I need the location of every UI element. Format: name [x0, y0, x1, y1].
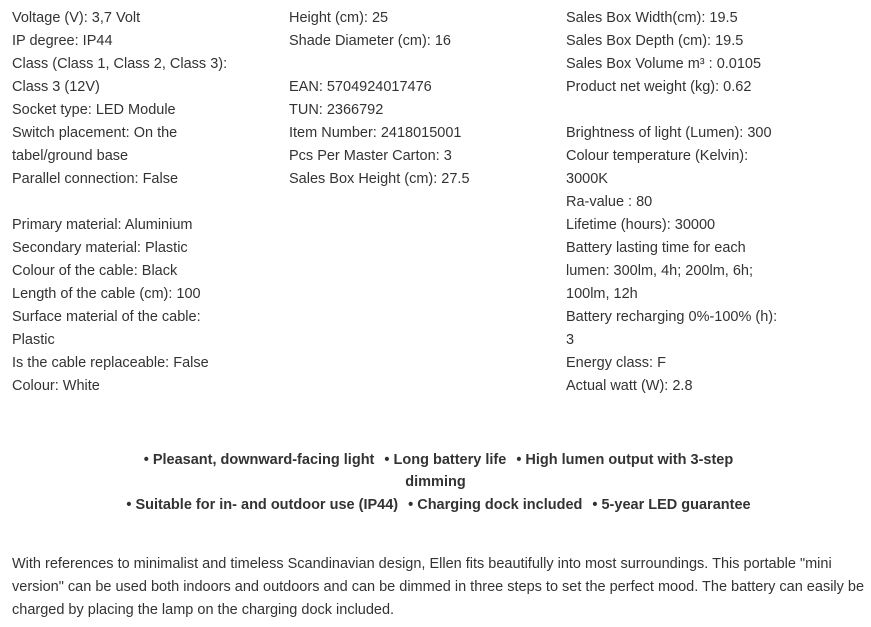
spec-column-electrical-material	[12, 7, 274, 398]
spec-battery-lasting-time-cont: lumen: 300lm, 4h; 200lm, 6h;	[566, 263, 753, 279]
spec-cable-replaceable: Is the cable replaceable: False	[12, 355, 209, 371]
spec-energy-class: Energy class: F	[566, 355, 666, 371]
spec-lifetime: Lifetime (hours): 30000	[566, 217, 716, 233]
feature-led-guarantee: 5-year LED guarantee	[601, 497, 751, 513]
spec-class-label: Class (Class 1, Class 2, Class 3):	[12, 56, 228, 72]
spec-parallel-connection: Parallel connection: False	[12, 171, 179, 187]
spec-voltage: Voltage (V): 3,7 Volt	[12, 10, 141, 26]
spec-column-dimensions-identifiers	[289, 7, 551, 191]
spec-column-packaging-light	[566, 7, 866, 398]
feature-charging-dock: Charging dock included	[417, 497, 583, 513]
spec-primary-material: Primary material: Aluminium	[12, 217, 193, 233]
spec-actual-watt: Actual watt (W): 2.8	[566, 378, 693, 394]
feature-indoor-outdoor: Suitable for in- and outdoor use (IP44)	[135, 497, 399, 513]
spec-secondary-material: Secondary material: Plastic	[12, 240, 188, 256]
feature-row	[0, 494, 871, 516]
spec-ra-value: Ra-value : 80	[566, 194, 653, 210]
spec-battery-recharging-value: 3	[566, 332, 575, 348]
spacer	[289, 53, 551, 76]
spec-socket-type: Socket type: LED Module	[12, 102, 176, 118]
spec-shade-diameter: Shade Diameter (cm): 16	[289, 33, 451, 49]
spec-sales-box-volume: Sales Box Volume m³ : 0.0105	[566, 56, 762, 72]
spec-cable-surface-material-cont: Plastic	[12, 332, 55, 348]
feature-battery-life: Long battery life	[393, 452, 507, 468]
feature-list-row-1	[0, 449, 871, 493]
spec-ip-degree: IP degree: IP44	[12, 33, 113, 49]
spec-ean: EAN: 5704924017476	[289, 79, 432, 95]
spec-tun: TUN: 2366792	[289, 102, 384, 118]
spec-sales-box-width: Sales Box Width(cm): 19.5	[566, 10, 738, 26]
spec-net-weight: Product net weight (kg): 0.62	[566, 79, 752, 95]
spec-cable-colour: Colour of the cable: Black	[12, 263, 178, 279]
bullet-icon: •	[126, 497, 132, 513]
spec-sales-box-depth: Sales Box Depth (cm): 19.5	[566, 33, 744, 49]
feature-lumen-output-cont: dimming	[405, 474, 466, 490]
spec-brightness: Brightness of light (Lumen): 300	[566, 125, 772, 141]
feature-downward-light: Pleasant, downward-facing light	[152, 452, 375, 468]
spec-height: Height (cm): 25	[289, 10, 389, 26]
bullet-icon: •	[384, 452, 390, 468]
spec-colour: Colour: White	[12, 378, 100, 394]
spec-pcs-per-master-carton: Pcs Per Master Carton: 3	[289, 148, 452, 164]
feature-row	[0, 449, 871, 471]
bullet-icon: •	[516, 452, 522, 468]
spec-switch-placement-cont: tabel/ground base	[12, 148, 129, 164]
feature-lumen-output: High lumen output with 3-step	[525, 452, 734, 468]
spec-item-number: Item Number: 2418015001	[289, 125, 462, 141]
spec-battery-lasting-time-cont2: 100lm, 12h	[566, 286, 638, 302]
spec-battery-recharging: Battery recharging 0%-100% (h):	[566, 309, 778, 325]
spec-colour-temperature: Colour temperature (Kelvin):	[566, 148, 749, 164]
spec-cable-length: Length of the cable (cm): 100	[12, 286, 201, 302]
bullet-icon: •	[592, 497, 598, 513]
spec-sales-box-height: Sales Box Height (cm): 27.5	[289, 171, 470, 187]
spec-colour-temperature-value: 3000K	[566, 171, 608, 187]
spec-class-value: Class 3 (12V)	[12, 79, 100, 95]
spec-cable-surface-material: Surface material of the cable:	[12, 309, 201, 325]
spacer	[566, 99, 866, 122]
bullet-icon: •	[408, 497, 414, 513]
spec-battery-lasting-time: Battery lasting time for each	[566, 240, 746, 256]
spec-switch-placement: Switch placement: On the	[12, 125, 178, 141]
bullet-icon: •	[143, 452, 149, 468]
feature-list-row-2	[0, 494, 871, 516]
spacer	[12, 191, 274, 214]
product-description: With references to minimalist and timeless Scandinavian design, Ellen fits beautifully into most surroundings. This portable "mini version" can be used both indoors and outdoors and can be dimmed in three steps to set the perfect mood. The battery can easily be charged by placing the lamp on the charging dock included.	[12, 556, 865, 618]
